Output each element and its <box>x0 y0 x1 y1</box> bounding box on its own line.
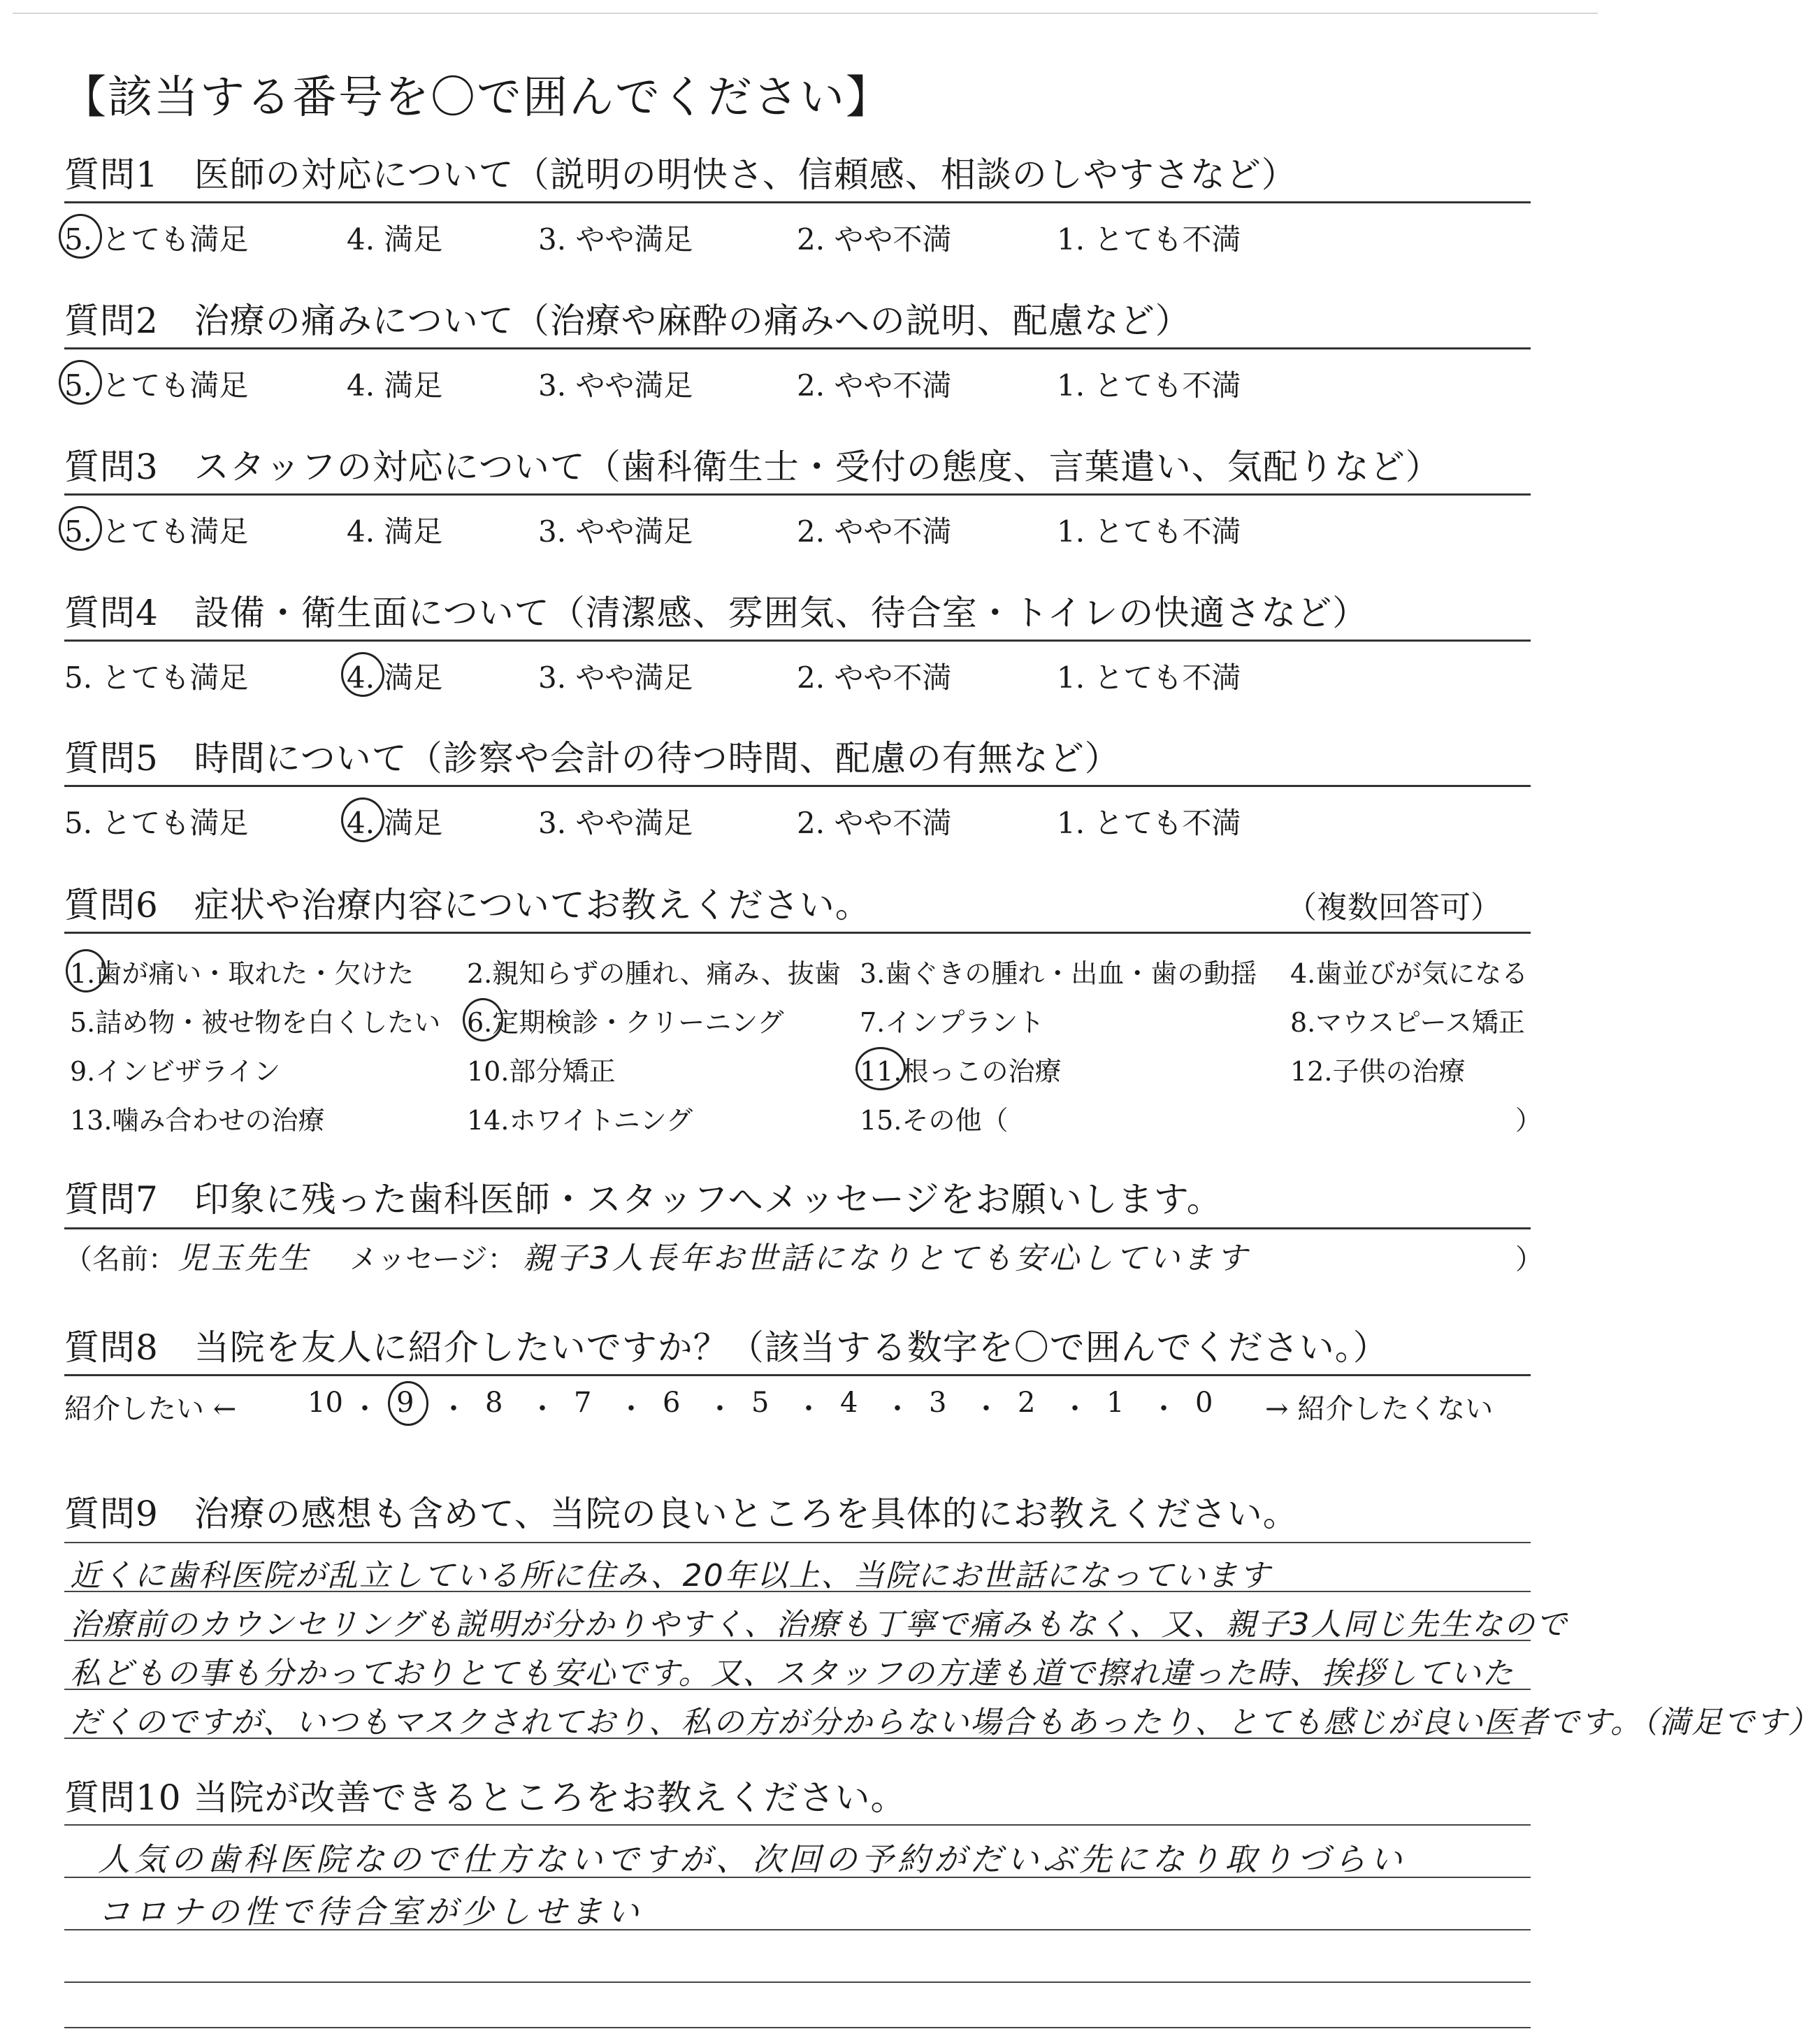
rating-option[interactable]: 2. やや不満 <box>797 660 952 695</box>
message-handwritten: 親子3人長年お世話になりとても安心しています <box>523 1241 1250 1276</box>
scale-separator: ・ <box>440 1393 468 1425</box>
treatment-option[interactable] <box>1290 1050 1465 1088</box>
question-rule <box>64 1227 1531 1229</box>
treatment-option[interactable] <box>1290 952 1528 990</box>
top-divider <box>13 13 1598 14</box>
question-title: 質問2 治療の痛みについて（治療や麻酔の痛みへの説明、配慮など） <box>64 301 1191 341</box>
option-number: 1. <box>70 958 96 989</box>
question-rule <box>64 1374 1531 1376</box>
rating-option[interactable]: 1. とても不満 <box>1057 514 1241 549</box>
rating-option[interactable]: 5. とても満足 <box>64 806 249 840</box>
scale-separator: ・ <box>795 1393 823 1425</box>
selected-circle <box>59 506 102 551</box>
handwritten-line: 近くに歯科医院が乱立している所に住み、20年以上、当院にお世話になっています <box>70 1558 1271 1594</box>
rating-option[interactable]: 1. とても不満 <box>1057 368 1241 403</box>
message-close-paren: ） <box>1515 1243 1543 1276</box>
writing-line <box>64 1824 1531 1826</box>
multiple-answers-note: （複数回答可） <box>1286 890 1501 925</box>
rating-option[interactable]: 3. やや満足 <box>538 806 693 840</box>
selected-circle <box>855 1047 906 1090</box>
option-number: 11. <box>860 1056 902 1087</box>
treatment-option[interactable] <box>467 952 841 990</box>
question-title: 質問10 当院が改善できるところをお教えください。 <box>64 1777 907 1818</box>
option-label: 根っこの治療 <box>902 1056 1062 1087</box>
option-number: 8. <box>1290 1007 1316 1038</box>
question-rule <box>64 347 1531 349</box>
treatment-option[interactable] <box>70 1050 280 1088</box>
recommend-value[interactable]: 1 <box>1106 1387 1125 1419</box>
handwritten-line: コロナの性で待合室が少しせまい <box>98 1893 643 1930</box>
name-handwritten: 児玉先生 <box>178 1241 312 1276</box>
option-number: 12. <box>1290 1056 1333 1087</box>
treatment-option[interactable] <box>860 1001 1044 1039</box>
option-label: 歯が痛い・取れた・欠けた <box>95 958 414 989</box>
scale-separator: ・ <box>1150 1393 1178 1425</box>
rating-option[interactable]: 1. とても不満 <box>1057 660 1241 695</box>
option-number: 7. <box>860 1007 886 1038</box>
treatment-option[interactable] <box>1290 1001 1525 1039</box>
option-number: 4. <box>1290 958 1316 989</box>
option-label: 詰め物・被せ物を白くしたい <box>95 1007 441 1038</box>
rating-option[interactable]: 1. とても不満 <box>1057 222 1241 257</box>
handwritten-line: だくのですが、いつもマスクされており、私の方が分からない場合もあったり、とても感じが良い医者です。（満足です） <box>70 1705 1820 1740</box>
scale-separator: ・ <box>883 1393 911 1425</box>
recommend-value[interactable]: 0 <box>1195 1387 1213 1419</box>
scale-separator: ・ <box>528 1393 556 1425</box>
rating-option[interactable]: 5. とても満足 <box>64 368 249 403</box>
name-label: （名前： <box>64 1243 176 1276</box>
rating-option[interactable]: 4. 満足 <box>347 660 443 695</box>
question-title: 質問6 症状や治療内容についてお教えください。 <box>64 885 871 925</box>
option-number: 2. <box>467 958 493 989</box>
option-number: 15. <box>860 1105 902 1136</box>
question-rule <box>64 201 1531 203</box>
selected-circle <box>66 949 106 992</box>
question-title: 質問7 印象に残った歯科医師・スタッフへメッセージをお願いします。 <box>64 1179 1222 1220</box>
rating-option[interactable]: 2. やや不満 <box>797 514 952 549</box>
rating-option[interactable]: 5. とても満足 <box>64 660 249 695</box>
treatment-option[interactable] <box>467 1001 784 1039</box>
recommend-value[interactable]: 6 <box>663 1387 681 1419</box>
rating-option[interactable]: 3. やや満足 <box>538 660 693 695</box>
recommend-value[interactable]: 3 <box>929 1387 947 1419</box>
option-label: 子供の治療 <box>1332 1056 1466 1087</box>
rating-option[interactable]: 3. やや満足 <box>538 222 693 257</box>
other-close-paren: ） <box>1515 1105 1543 1136</box>
treatment-option[interactable] <box>70 1099 324 1137</box>
option-number: 5. <box>70 1007 96 1038</box>
rating-option[interactable]: 3. やや満足 <box>538 368 693 403</box>
option-label: インプラント <box>885 1007 1045 1038</box>
option-label: ホワイトニング <box>509 1105 693 1136</box>
question-rule <box>64 785 1531 787</box>
question-title: 質問5 時間について（診察や会計の待つ時間、配慮の有無など） <box>64 738 1120 779</box>
writing-line <box>64 1542 1531 1543</box>
treatment-option[interactable] <box>70 952 414 990</box>
rating-option[interactable]: 4. 満足 <box>347 222 443 257</box>
option-number: 3. <box>860 958 886 989</box>
recommend-value[interactable]: 8 <box>485 1387 503 1419</box>
selected-circle <box>341 797 384 842</box>
rating-option[interactable]: 4. 満足 <box>347 368 443 403</box>
question-rule <box>64 640 1531 642</box>
selected-circle <box>341 652 384 697</box>
option-label: 定期検診・クリーニング <box>492 1007 784 1038</box>
option-number: 14. <box>467 1105 510 1136</box>
option-label: マウスピース矯正 <box>1315 1007 1525 1038</box>
scale-separator: ・ <box>972 1393 1000 1425</box>
scale-separator: ・ <box>351 1393 379 1425</box>
recommend-right-label: → 紹介したくない <box>1265 1393 1494 1425</box>
option-label: 親知らずの腫れ、痛み、抜歯 <box>492 958 841 989</box>
treatment-option[interactable] <box>860 952 1257 990</box>
selected-circle <box>463 998 503 1041</box>
treatment-option[interactable] <box>467 1050 615 1088</box>
rating-option[interactable]: 1. とても不満 <box>1057 806 1241 840</box>
recommend-value[interactable]: 7 <box>574 1387 592 1419</box>
rating-option[interactable]: 5. とても満足 <box>64 222 249 257</box>
option-label: 噛み合わせの治療 <box>112 1105 325 1136</box>
writing-line <box>64 1981 1531 1983</box>
scale-separator: ・ <box>1061 1393 1089 1425</box>
rating-option[interactable]: 4. 満足 <box>347 806 443 840</box>
recommend-value[interactable]: 2 <box>1018 1387 1036 1419</box>
treatment-option[interactable] <box>860 1099 1008 1137</box>
recommend-value[interactable]: 10 <box>308 1387 343 1419</box>
selected-circle <box>59 360 102 405</box>
rating-option[interactable]: 2. やや不満 <box>797 222 952 257</box>
question-rule <box>64 932 1531 934</box>
question-title: 質問4 設備・衛生面について（清潔感、雰囲気、待合室・トイレの快適さなど） <box>64 593 1368 633</box>
rating-option[interactable]: 5. とても満足 <box>64 514 249 549</box>
treatment-option[interactable] <box>70 1001 440 1039</box>
option-number: 13. <box>70 1105 113 1136</box>
option-number: 10. <box>467 1056 510 1087</box>
treatment-option[interactable] <box>467 1099 693 1137</box>
option-label: 歯並びが気になる <box>1315 958 1529 989</box>
option-label: 歯ぐきの腫れ・出血・歯の動揺 <box>885 958 1257 989</box>
rating-option[interactable]: 4. 満足 <box>347 514 443 549</box>
question-rule <box>64 493 1531 496</box>
handwritten-line: 人気の歯科医院なので仕方ないですが、次回の予約がだいぶ先になり取りづらい <box>98 1840 1406 1878</box>
option-label: その他（ <box>902 1105 1009 1136</box>
handwritten-line: 私どもの事も分かっておりとても安心です。又、スタッフの方達も道で擦れ違った時、挨拶していた <box>70 1656 1515 1691</box>
option-number: 9. <box>70 1056 96 1087</box>
recommend-left-label: 紹介したい ← <box>64 1393 237 1425</box>
scale-separator: ・ <box>617 1393 645 1425</box>
handwritten-line: 治療前のカウンセリングも説明が分かりやすく、治療も丁寧で痛みもなく、又、親子3人同じ先生なので <box>70 1607 1568 1642</box>
question-title: 質問1 医師の対応について（説明の明快さ、信頼感、相談のしやすさなど） <box>64 154 1297 195</box>
writing-line <box>64 2027 1531 2028</box>
question-title: 質問8 当院を友人に紹介したいですか？（該当する数字を〇で囲んでください。） <box>64 1327 1389 1368</box>
option-label: 部分矯正 <box>509 1056 616 1087</box>
rating-option[interactable]: 2. やや不満 <box>797 368 952 403</box>
rating-option[interactable]: 3. やや満足 <box>538 514 693 549</box>
scale-separator: ・ <box>706 1393 734 1425</box>
option-number: 6. <box>467 1007 493 1038</box>
recommend-value[interactable]: 4 <box>840 1387 858 1419</box>
question-title: 質問3 スタッフの対応について（歯科衛生士・受付の態度、言葉遣い、気配りなど） <box>64 447 1441 487</box>
selected-circle <box>388 1381 428 1426</box>
recommend-value[interactable]: 9 <box>396 1387 414 1419</box>
message-label: メッセージ： <box>349 1243 516 1276</box>
option-label: インビザライン <box>95 1056 281 1087</box>
page-header: 【該当する番号を〇で囲んでください】 <box>62 72 892 124</box>
recommend-value[interactable]: 5 <box>751 1387 770 1419</box>
selected-circle <box>59 214 102 259</box>
question-title: 質問9 治療の感想も含めて、当院の良いところを具体的にお教えください。 <box>64 1494 1299 1534</box>
rating-option[interactable]: 2. やや不満 <box>797 806 952 840</box>
